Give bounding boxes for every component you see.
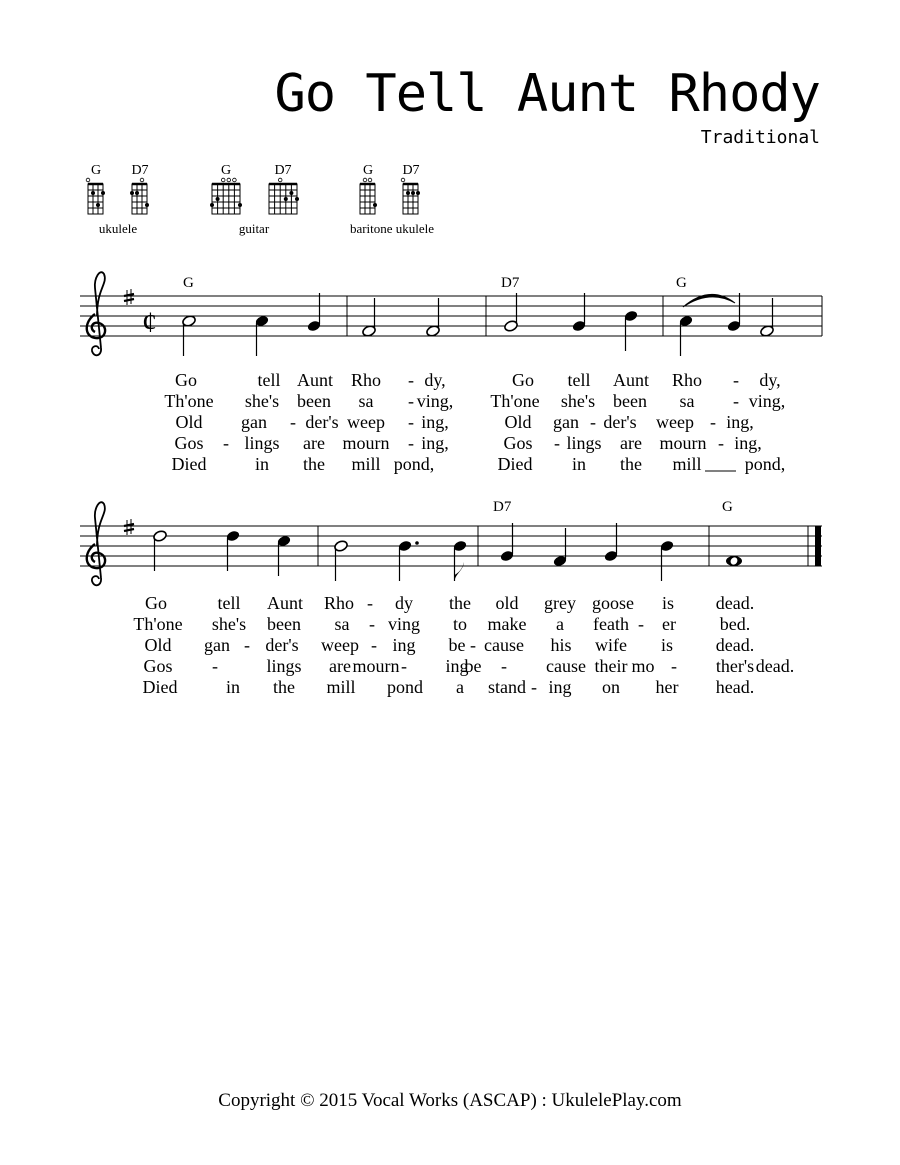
chord-diagram-ukulele-g [86,163,105,214]
lyric-syllable: - [244,635,250,655]
chord-diagram-baritone-g [360,163,377,214]
lyric-syllable: sa [679,391,695,411]
lyric-syllable: sa [358,391,374,411]
lyric-syllable: mill [326,677,356,697]
lyric-syllable: Th'one [490,391,540,411]
lyric-syllable: cause [484,635,524,655]
lyric-syllable: her [655,677,679,697]
lyric-syllable: wife [595,635,627,655]
chord-symbol: G [183,275,194,291]
lyric-syllable: dy, [424,370,446,390]
lyric-syllable: Old [504,412,532,432]
lyric-syllable: to [452,614,468,634]
chord-diagrams [86,163,434,236]
lyric-syllable: dead. [715,635,755,655]
lyric-syllable: the [620,454,642,474]
treble-clef [87,272,105,355]
lyric-syllable: - [290,412,296,432]
lyric-syllable: bed. [719,614,751,634]
lyric-syllable: Go [175,370,197,390]
lyric-syllable: Died [497,454,533,474]
lyric-syllable: ing, [726,412,754,432]
lyric-syllable: ing, [734,433,762,453]
lyric-syllable: - [671,656,677,676]
lyric-syllable: dead. [715,593,755,613]
lyric-syllable: mourn [342,433,390,453]
lyric-syllable: der's [603,412,637,432]
lyric-syllable: - [590,412,596,432]
lyric-syllable: Go [512,370,534,390]
lyric-syllable: mourn [352,656,400,676]
chord-name: G [220,163,232,178]
lyric-syllable: lings [566,433,602,453]
chord-diagram-ukulele-d7 [130,163,149,214]
lyric-syllable: - [501,656,507,676]
lyric-syllable: Rho [323,593,355,613]
lyric-syllable: dy [395,593,413,613]
chord-symbol: G [722,499,733,515]
lyric-syllable: - [638,614,644,634]
notes [153,523,742,581]
lyric-syllable: - [371,635,377,655]
lyric-syllable: - [408,433,414,453]
lyric-syllable: is [661,593,675,613]
lyric-syllable: Died [171,454,207,474]
lyric-syllable: in [254,454,270,474]
staff-lines [80,526,822,566]
chord-diagram-guitar-d7 [269,163,299,214]
lyric-syllable: sa [334,614,350,634]
lyric-syllable: ving, [416,391,454,411]
lyric-syllable: mill [351,454,381,474]
lyric-syllable: - [733,370,739,390]
chord-name: G [362,163,374,178]
chord-symbols [183,275,687,291]
lyric-syllable: - [408,412,414,432]
lyric-syllable: dy, [759,370,781,390]
lyric-syllable: Th'one [133,614,183,634]
lyric-syllable: ing, [421,412,449,432]
lyric-syllable: Died [142,677,178,697]
lyric-syllable: is [660,635,674,655]
lyric-syllable: der's [305,412,339,432]
chord-diagram-baritone-d7 [401,163,420,214]
lyric-syllable: she's [244,391,280,411]
lyric-syllable: ing [392,635,416,655]
lyric-syllable: weep [347,412,385,432]
chord-name: D7 [274,163,292,178]
lyric-syllable: - [554,433,560,453]
lyric-syllable: in [571,454,587,474]
lyric-syllable: on [602,677,620,697]
chord-diagram-guitar-g [210,163,242,214]
lyric-syllable: - [733,391,739,411]
chord-symbol: D7 [493,499,512,515]
lyric-syllable: - [367,593,373,613]
lyric-syllable: Th'one [164,391,214,411]
lyric-syllable: are [620,433,642,453]
chord-name: D7 [131,163,149,178]
lyric-syllable: grey [544,593,576,613]
notes [182,293,775,356]
lyric-syllable: - [369,614,375,634]
chord-symbols [493,499,733,515]
lyric-syllable: ing [445,656,469,676]
lyric-syllable: are [329,656,351,676]
lyric-syllable: lings [266,656,302,676]
lyric-syllable: er [662,614,676,634]
lyric-syllable: in [225,677,241,697]
lyric-syllable: Gos [503,433,533,453]
lyric-syllable: - [212,656,218,676]
lyric-syllable: she's [211,614,247,634]
lyric-syllable: Old [175,412,203,432]
lyric-syllable: goose [592,593,634,613]
lyric-syllable: feath [593,614,629,634]
chord-symbol: G [676,275,687,291]
lyric-syllable: ving [387,614,421,634]
key-signature-sharp [124,289,134,305]
instrument-label: guitar [238,221,270,236]
chord-name: D7 [402,163,420,178]
lyric-syllable: mourn [659,433,707,453]
lyric-syllable: der's [265,635,299,655]
lyric-syllable: ving, [748,391,786,411]
lyric-syllable: stand [488,677,526,697]
lyric-syllable: she's [560,391,596,411]
lyric-syllable: pond, [393,454,435,474]
lyric-syllable: a [456,677,464,697]
lyric-syllable: Gos [143,656,173,676]
lyric-syllable: Rho [671,370,703,390]
lyric-syllable: Aunt [297,370,333,390]
lyric-syllable: been [267,614,301,634]
lyric-syllable: head. [715,677,755,697]
lyric-syllable: - [470,635,476,655]
lyric-syllable: a [556,614,564,634]
lyric-syllable: their [594,656,628,676]
lyric-syllable: - [531,677,537,697]
lyric-syllable: ing [548,677,572,697]
song-title: Go Tell Aunt Rhody [274,64,820,124]
lyric-syllable: gan [204,635,230,655]
lyric-syllable: tell [257,370,281,390]
lyric-syllable: - [408,370,414,390]
lyric-syllable: the [273,677,295,697]
lyric-syllable: - [408,391,414,411]
chord-name: G [90,163,102,178]
composer: Traditional [700,127,820,148]
lyric-syllable: dead. [755,656,795,676]
key-signature-sharp [124,519,134,535]
copyright-footer: Copyright © 2015 Vocal Works (ASCAP) : UkulelePlay.com [218,1090,682,1111]
lyric-syllable: Aunt [267,593,303,613]
lyric-syllable: tell [217,593,241,613]
lyric-syllable: the [303,454,325,474]
lyric-syllable: mo [631,656,655,676]
lyric-syllable: - [401,656,407,676]
lyric-syllable: Aunt [613,370,649,390]
lyric-syllable: been [297,391,331,411]
lyric-syllable: - [710,412,716,432]
lyric-syllable: been [613,391,647,411]
lyric-syllable: make [487,614,527,634]
lyric-syllable: Go [145,593,167,613]
lyric-syllable: ing, [421,433,449,453]
lyric-syllable: be [464,656,482,676]
lyric-syllable: pond [387,677,423,697]
lyric-syllable: weep [656,412,694,432]
lyric-syllable: are [303,433,325,453]
lyric-syllable: weep [321,635,359,655]
lyric-syllable: his [550,635,572,655]
lyric-syllable: Rho [350,370,382,390]
lyric-syllable: old [495,593,519,613]
lyric-syllable: mill [672,454,702,474]
common-time-symbol: ¢ [142,306,157,339]
lyric-syllable: gan [241,412,267,432]
system-2 [80,499,822,585]
treble-clef [87,502,105,585]
lyric-syllable: - [718,433,724,453]
chord-symbol: D7 [501,275,520,291]
lyric-syllable: Gos [174,433,204,453]
instrument-label: ukulele [98,221,138,236]
lyric-syllable: - [223,433,229,453]
lyric-syllable: be [448,635,466,655]
system-1 [80,272,822,356]
lyric-syllable: gan [553,412,579,432]
lyric-syllable: Old [144,635,172,655]
lyric-syllable: ther's [715,656,755,676]
lyric-syllable: tell [567,370,591,390]
instrument-label: baritone ukulele [349,221,435,236]
lyric-syllable: pond, [744,454,786,474]
lyric-syllable: the [449,593,471,613]
lyric-syllable: lings [244,433,280,453]
lyric-syllable: cause [546,656,586,676]
